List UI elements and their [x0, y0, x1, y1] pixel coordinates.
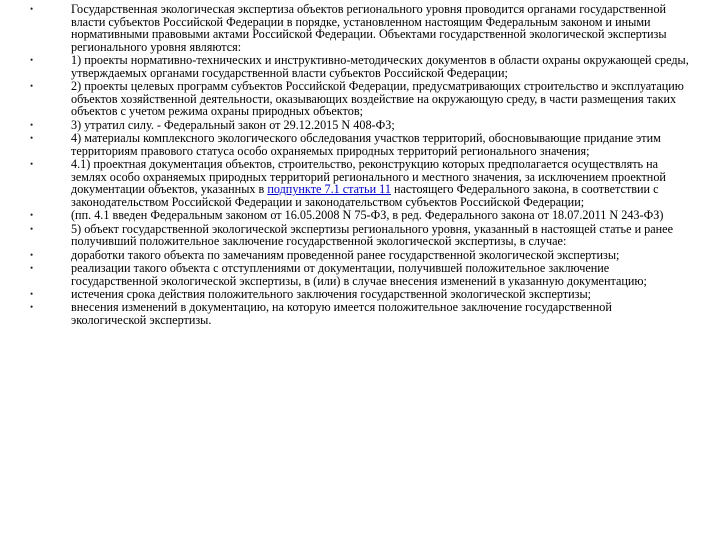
- item-text: 1) проекты нормативно-технических и инструктивно-методических документов в области охраны окружающей среды, утверждаемых органами государственной власти субъектов Российской Федерации;: [71, 53, 689, 80]
- item-text: 3) утратил силу. - Федеральный закон от 29.12.2015 N 408-ФЗ;: [71, 117, 395, 132]
- item-text: (пп. 4.1 введен Федеральным законом от 16.05.2008 N 75-ФЗ, в ред. Федерального закона от 18.07.2011 N 243-ФЗ): [71, 208, 664, 223]
- list-item: [30, 132, 690, 157]
- bullet-icon: •: [30, 263, 34, 274]
- item-text: реализации такого объекта с отступлениями от документации, получившей положительное заключение государственной экологической экспертизы, в (или) в случае внесения изменений в указанную документацию;: [71, 261, 647, 288]
- bullet-icon: •: [30, 55, 34, 66]
- item-text: Государственная экологическая экспертиза объектов регионального уровня проводится органами государственной власти субъектов Российской Федерации в порядке, установленном настоящим Федеральным законом и иными нормативными правовыми актами Российской Федерации. Объектами государственной экологической экспертизы регионального уровня являются:: [71, 2, 667, 54]
- bullet-icon: •: [30, 81, 34, 92]
- list-item: [30, 119, 690, 132]
- item-text: доработки такого объекта по замечаниям проведенной ранее государственной экологической экспертизы;: [71, 247, 620, 262]
- item-text: 4.1) проектная документация объектов, строительство, реконструкцию которых предполагается осуществлять на землях особо охраняемых природных территорий регионального и местного значения, за исключением проектной документации объектов, указанных в: [71, 157, 666, 197]
- item-text: внесения изменений в документацию, на которую имеется положительное заключение государственной экологической экспертизы.: [71, 300, 612, 328]
- item-text: 5) объект государственной экологической экспертизы регионального уровня, указанный в настоящей статье и ранее получивший положительное заключение государственной экологической экспертизы, в случае:: [71, 221, 673, 249]
- list-item: [30, 288, 690, 301]
- list-item: [30, 209, 690, 222]
- bullet-icon: •: [30, 159, 34, 170]
- bullet-list: [30, 3, 690, 327]
- item-text: 4) материалы комплексного экологического обследования участков территорий, обосновывающие придание этим территориям правового статуса особо охраняемых природных территорий регионального значения;: [71, 131, 661, 158]
- list-item: [30, 301, 690, 326]
- item-text: 2) проекты целевых программ субъектов Российской Федерации, предусматривающих строительство и эксплуатацию объектов хозяйственной деятельности, оказывающих воздействие на окружающую среду, в части размещения таких объектов с учетом режима охраны природных объектов;: [71, 79, 684, 119]
- list-item: [30, 223, 690, 248]
- list-item: [30, 80, 690, 118]
- bullet-icon: •: [30, 302, 34, 313]
- bullet-icon: •: [30, 223, 34, 234]
- list-item: [30, 158, 690, 208]
- list-item: [30, 249, 690, 262]
- list-item: [30, 3, 690, 53]
- bullet-icon: •: [30, 210, 34, 221]
- item-text-continued: настоящего Федерального закона, в соответствии с законодательством Российской Федерации и законодательством субъектов Российской Федерации;: [71, 182, 659, 209]
- bullet-icon: •: [30, 119, 34, 130]
- bullet-icon: •: [30, 133, 34, 144]
- list-item: [30, 54, 690, 79]
- list-item: [30, 262, 690, 287]
- item-text: истечения срока действия положительного заключения государственной экологической экспертизы;: [71, 287, 592, 302]
- bullet-icon: •: [30, 249, 34, 260]
- bullet-icon: •: [30, 289, 34, 300]
- bullet-icon: •: [30, 4, 34, 14]
- article-link[interactable]: подпункте 7.1 статьи 11: [267, 182, 391, 197]
